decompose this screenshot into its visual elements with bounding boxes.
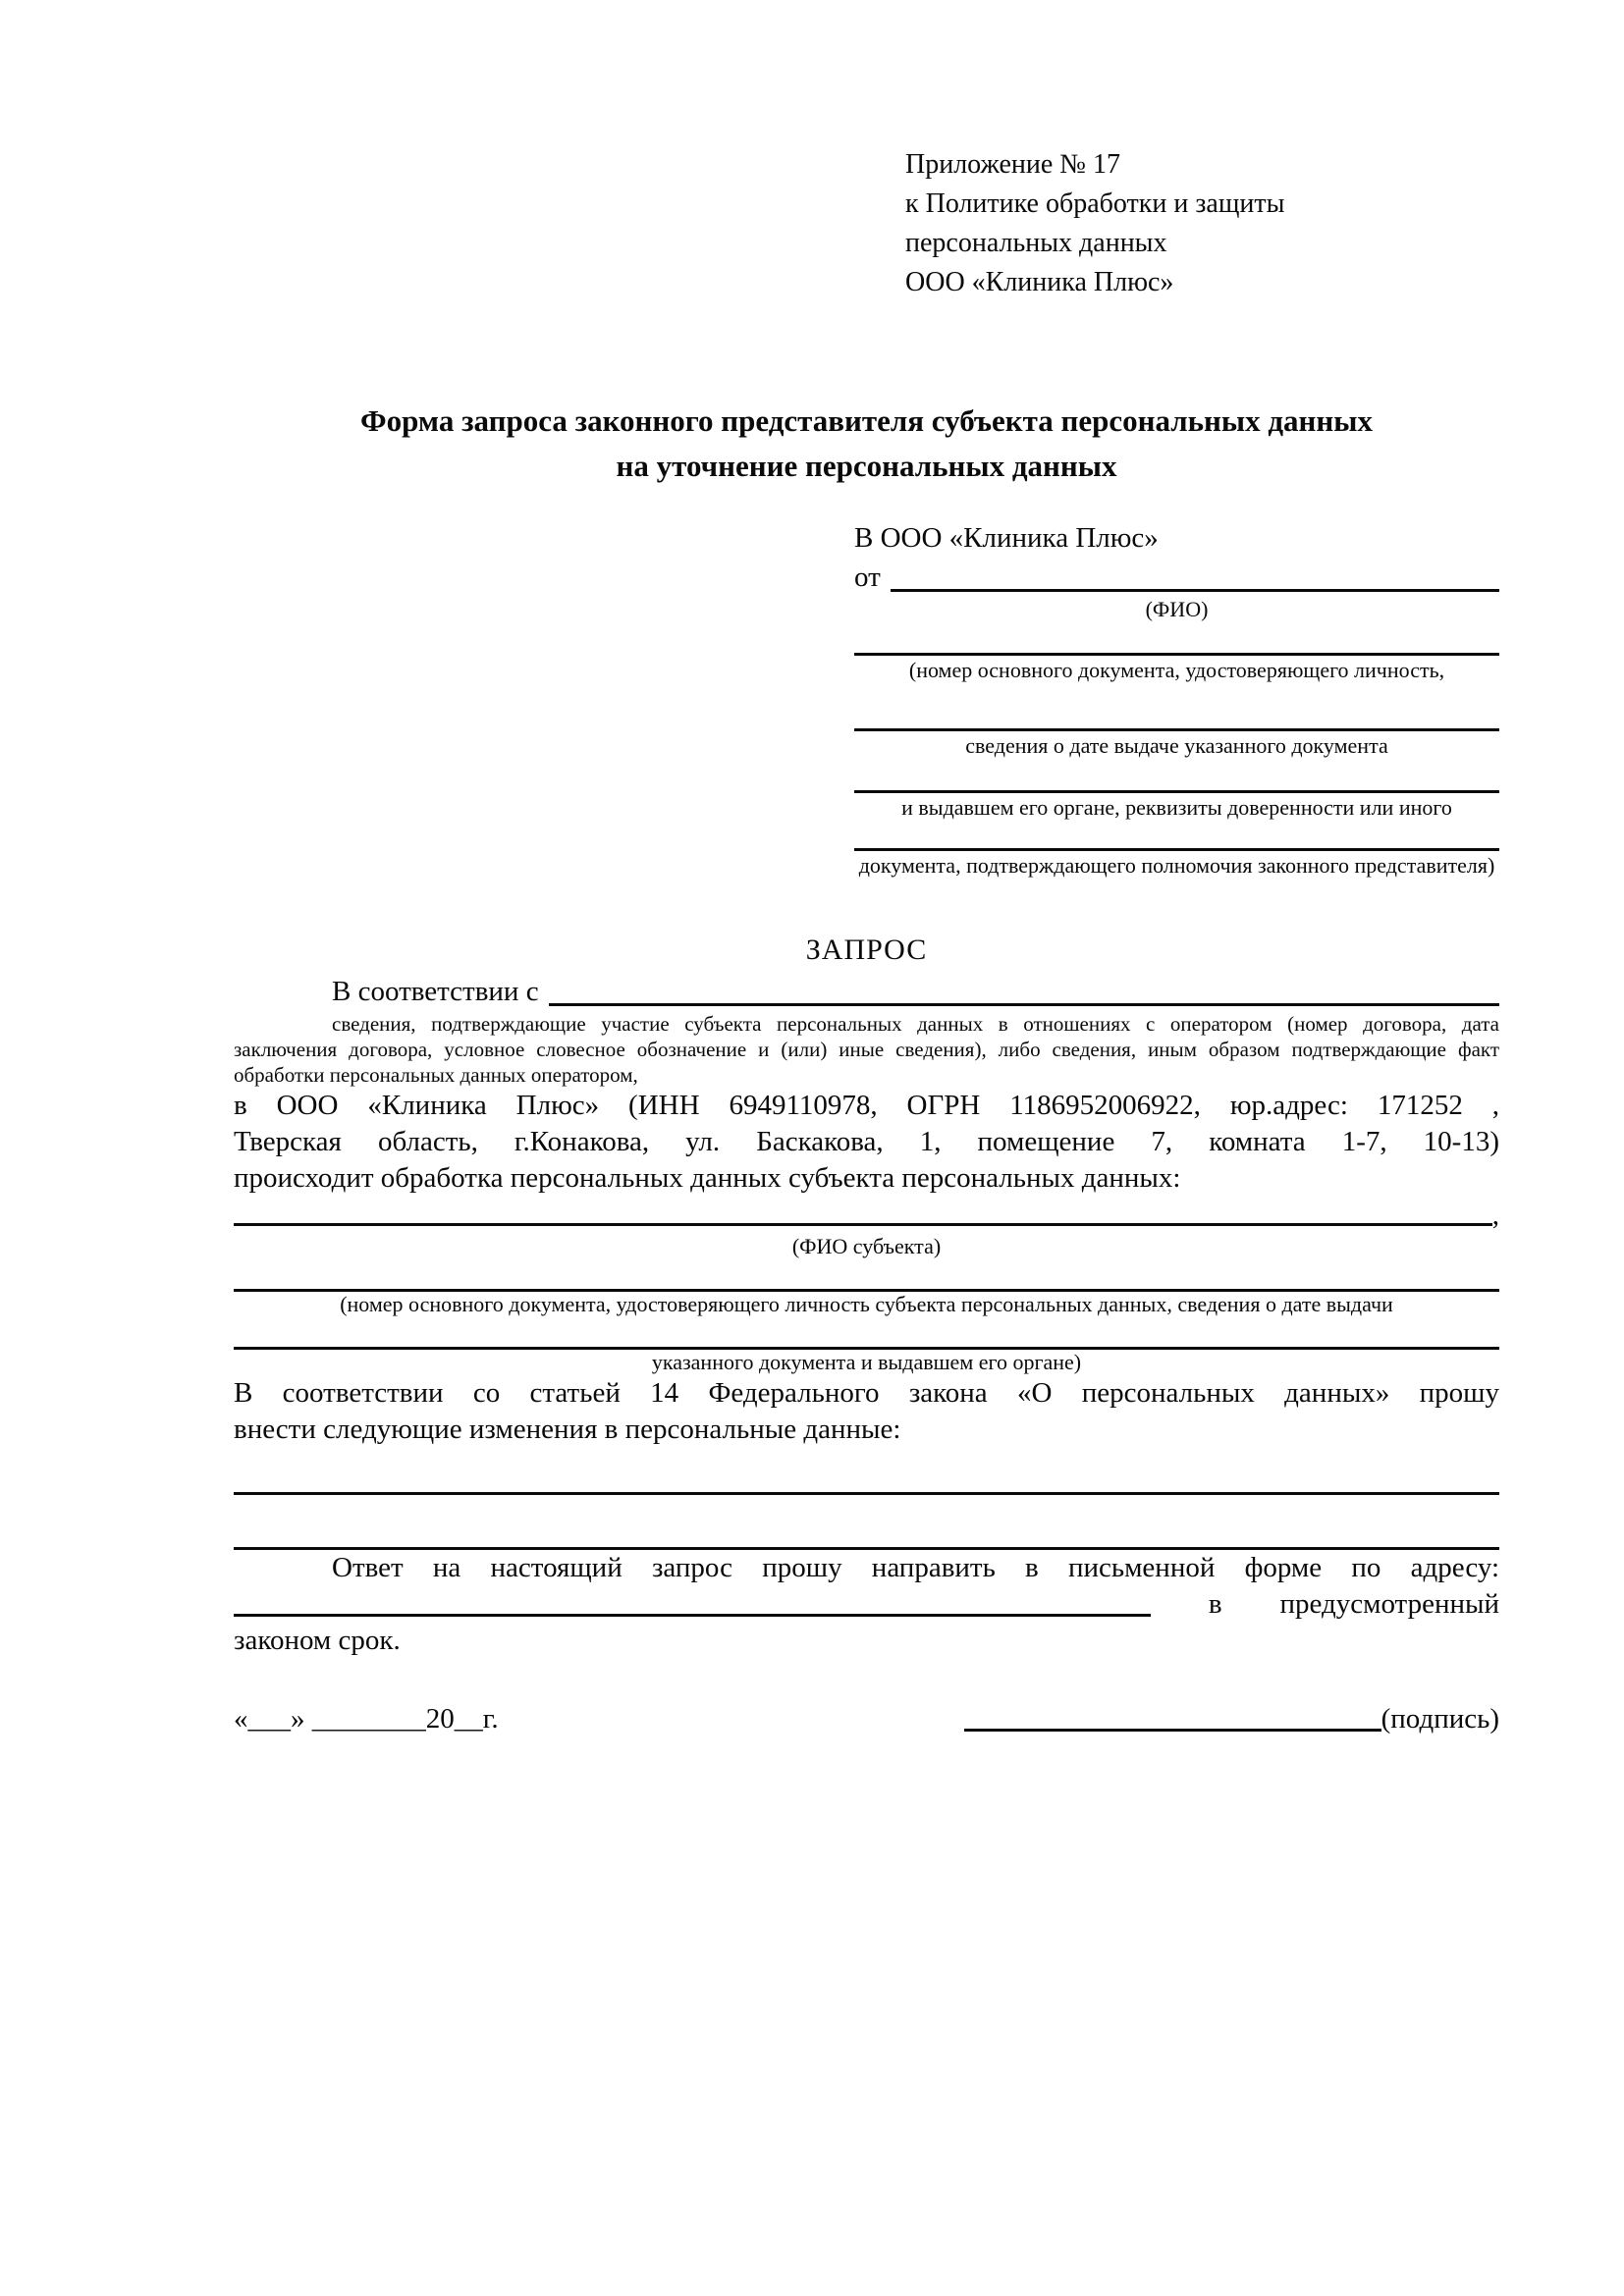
- appendix-company: ООО «Клиника Плюс»: [905, 267, 1174, 297]
- answer-line-1: Ответ на настоящий запрос прошу направить в письменной форме по адресу:: [332, 1552, 1499, 1583]
- request-heading: ЗАПРОС: [805, 934, 928, 966]
- title-line-1: Форма запроса законного представителя субъекта персональных данных: [360, 403, 1373, 438]
- addressee-block: [854, 518, 1499, 879]
- footnote-line-3: обработки персональных данных оператором,: [234, 1063, 638, 1087]
- law-line-2: внести следующие изменения в персональные данные:: [234, 1414, 901, 1445]
- issue-date-caption: сведения о дате выдаче указанного документа: [965, 733, 1388, 758]
- date-signature-row: [234, 1700, 1499, 1737]
- answer-paragraph: [234, 1550, 1499, 1659]
- appendix-number: Приложение № 17: [905, 149, 1120, 180]
- answer-line-3: законом срок.: [234, 1625, 401, 1656]
- changes-blank-line-2: [234, 1495, 1499, 1550]
- from-label: от: [854, 561, 881, 593]
- from-blank-line: [891, 558, 1499, 592]
- subject-fio-blank-line: [234, 1223, 1492, 1226]
- intro-prefix: В соответствии с: [332, 976, 539, 1007]
- law-paragraph: [234, 1375, 1499, 1448]
- address-blank-row: [234, 1586, 1499, 1623]
- signature-group: [964, 1700, 1499, 1737]
- date-blank: «___» ________20__г.: [234, 1703, 499, 1735]
- doc-number-blank-line: [854, 622, 1499, 656]
- footnote: [234, 1011, 1499, 1088]
- answer-word-in: в: [1208, 1588, 1222, 1620]
- footnote-line-1: сведения, подтверждающие участие субъекта персональных данных в отношениях с оператором (номер договора, дата: [332, 1012, 1499, 1036]
- answer-word-stipulated: предусмотренный: [1279, 1588, 1499, 1620]
- subject-doc-blank-line-1: [234, 1259, 1499, 1292]
- title-line-2: на уточнение персональных данных: [616, 449, 1117, 483]
- footnote-line-2: заключения договора, условное словесное обозначение и (или) иные сведения), либо сведения, иным образом подтверждающие факт: [234, 1038, 1499, 1061]
- intro-line: [234, 972, 1499, 1011]
- subject-doc-caption-2: указанного документа и выдавшем его органе): [651, 1350, 1082, 1374]
- doc-number-caption: (номер основного документа, удостоверяющего личность,: [908, 658, 1445, 682]
- powers-document-blank-line: [854, 821, 1499, 851]
- subject-fio-row: [234, 1197, 1499, 1232]
- operator-line-2: Тверская область, г.Конакова, ул. Баскакова, 1, помещение 7, комната 1-7, 10-13): [234, 1126, 1499, 1157]
- subject-doc-caption-1: (номер основного документа, удостоверяющего личность субъекта персональных данных, сведения о дате выдачи: [340, 1292, 1393, 1316]
- address-blank-line: [234, 1614, 1151, 1617]
- operator-paragraph: [234, 1088, 1499, 1197]
- law-line-1: В соответствии со статьей 14 Федерального закона «О персональных данных» прошу: [234, 1377, 1499, 1409]
- appendix-policy-line-2: персональных данных: [905, 228, 1167, 258]
- issuing-authority-blank-line: [854, 759, 1499, 793]
- appendix-policy-line: к Политике обработки и защиты: [905, 188, 1285, 219]
- issue-date-blank-line: [854, 683, 1499, 731]
- document-title: [234, 399, 1499, 489]
- subject-doc-blank-line-2: [234, 1317, 1499, 1350]
- from-line: [854, 558, 1499, 597]
- addressee-to: В ООО «Клиника Плюс»: [854, 522, 1159, 554]
- operator-line-1: в ООО «Клиника Плюс» (ИНН 6949110978, ОГРН 1186952006922, юр.адрес: 171252 ,: [234, 1090, 1499, 1121]
- powers-document-caption: документа, подтверждающего полномочия законного представителя): [858, 853, 1495, 878]
- operator-line-3: происходит обработка персональных данных субъекта персональных данных:: [234, 1162, 1181, 1194]
- intro-blank-line: [549, 972, 1499, 1006]
- issuing-authority-caption: и выдавшем его органе, реквизиты доверенности или иного: [901, 795, 1452, 820]
- appendix-header: [905, 145, 1499, 302]
- subject-fio-caption: (ФИО субъекта): [791, 1234, 942, 1258]
- subject-fio-comma: ,: [1491, 1200, 1499, 1231]
- fio-caption: (ФИО): [1145, 597, 1209, 621]
- changes-blank-line-1: [234, 1448, 1499, 1495]
- signature-blank-line: [964, 1729, 1381, 1732]
- signature-caption: (подпись): [1380, 1703, 1499, 1735]
